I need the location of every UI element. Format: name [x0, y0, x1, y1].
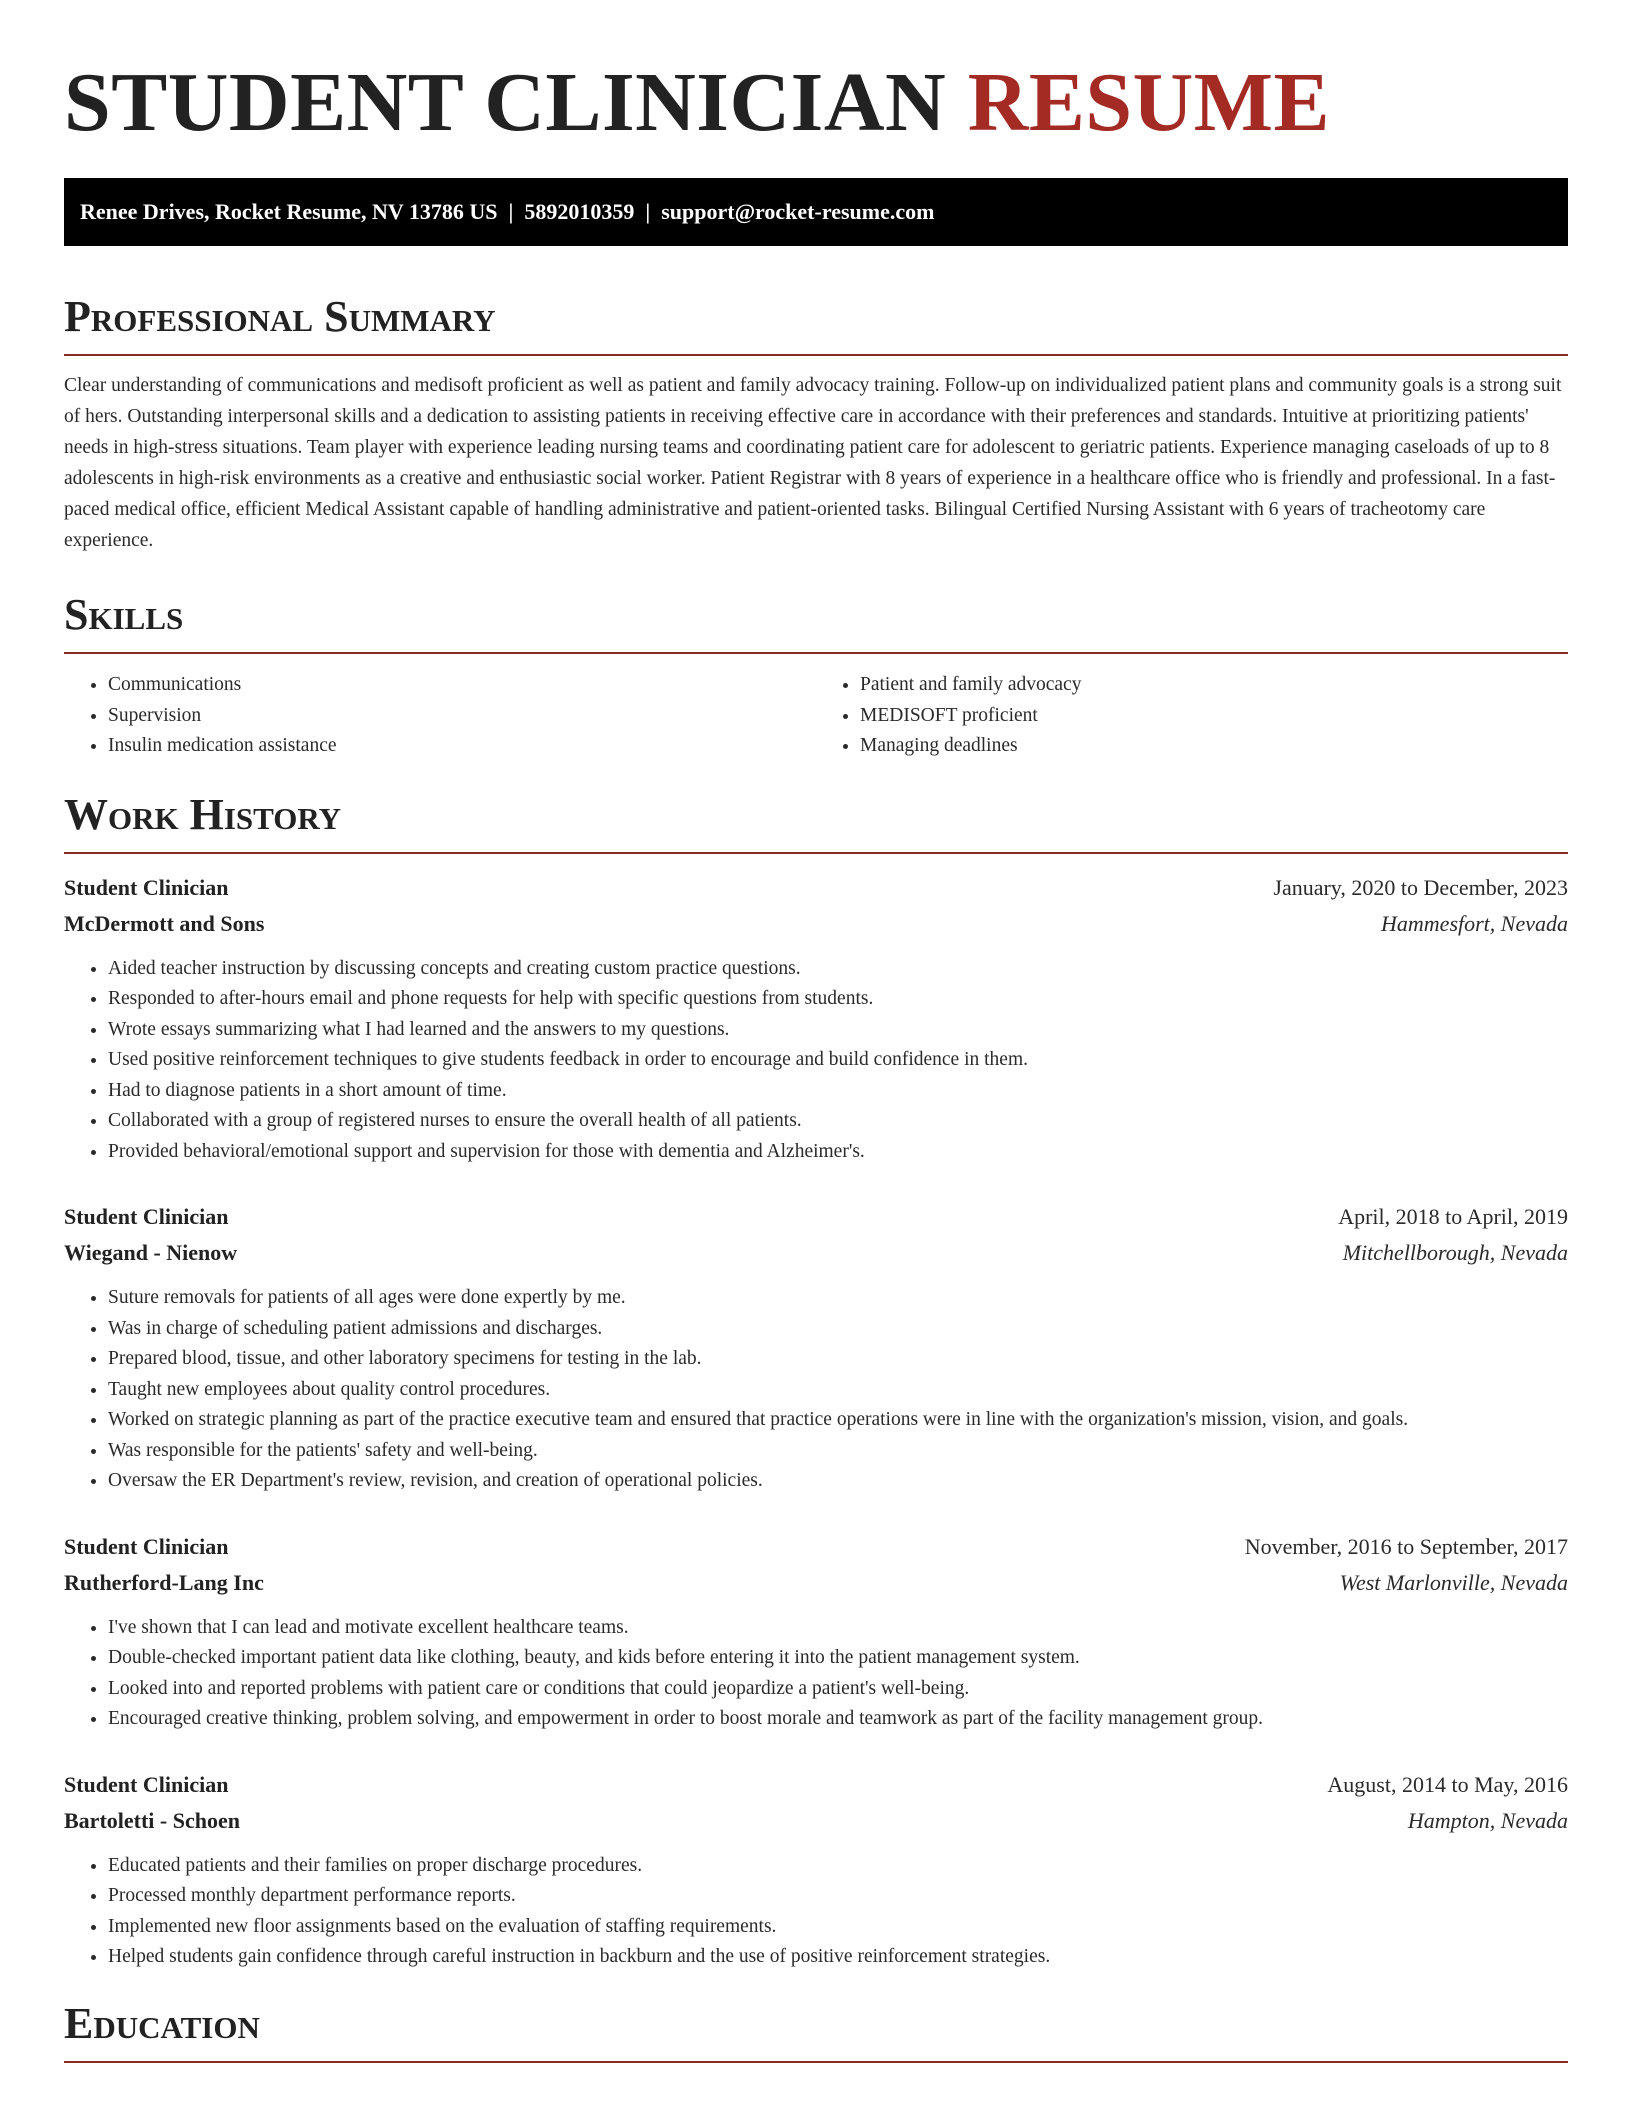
job-bullets [64, 954, 1568, 1168]
job-title: Student Clinician [64, 874, 229, 900]
job-title: Student Clinician [64, 1204, 229, 1229]
job-dates: January, 2020 to December, 2023 [1273, 874, 1568, 900]
job-company-row [64, 906, 1568, 942]
job-bullets [64, 1851, 1568, 1973]
job-dates: November, 2016 to September, 2017 [1244, 1533, 1568, 1559]
job-bullet: • Provided behavioral/emotional support and supervision for those with dementia and Alzheimer's. [108, 1137, 1568, 1168]
skills-column-right [816, 670, 1568, 762]
job-company-row [64, 1803, 1568, 1839]
job-bullet: • Worked on strategic planning as part of the practice executive team and ensured that practice operations were in line with the organization's mission, vision, and goals. [108, 1405, 1568, 1436]
job-bullets [64, 1613, 1568, 1735]
section-divider [64, 652, 1568, 654]
job-bullet: • Was responsible for the patients' safety and well-being. [108, 1436, 1568, 1467]
job-bullet: • Suture removals for patients of all ages were done expertly by me. [108, 1283, 1568, 1314]
work-history-section [64, 790, 1568, 1973]
job-company-row [64, 1565, 1568, 1601]
summary-section [64, 292, 1568, 556]
skills-section [64, 590, 1568, 762]
job-company-row [64, 1235, 1568, 1271]
job-bullet: • Was in charge of scheduling patient admissions and discharges. [108, 1314, 1568, 1345]
job-header-row [64, 870, 1568, 906]
job-location: West Marlonville, Nevada [1339, 1569, 1568, 1595]
job-bullet: • Used positive reinforcement techniques to give students feedback in order to encourage and build confidence in them. [108, 1045, 1568, 1076]
skills-heading: Skills [64, 590, 184, 639]
job-dates: August, 2014 to May, 2016 [1327, 1771, 1568, 1797]
job-header-row [64, 1199, 1568, 1235]
skill-item: • Patient and family advocacy [860, 670, 1568, 701]
job-bullet: • Double-checked important patient data like clothing, beauty, and kids before entering it into the patient management system. [108, 1643, 1568, 1674]
skill-item: • Supervision [108, 701, 816, 732]
job-company: Bartoletti - Schoen [64, 1807, 240, 1833]
skills-list [64, 670, 1568, 762]
job-location: Hampton, Nevada [1407, 1807, 1568, 1833]
job-bullet: • I've shown that I can lead and motivate excellent healthcare teams. [108, 1613, 1568, 1644]
job-bullet: • Aided teacher instruction by discussing concepts and creating custom practice questions. [108, 954, 1568, 985]
job-company: McDermott and Sons [64, 910, 265, 936]
job-entry [64, 1767, 1568, 1973]
job-bullet: • Oversaw the ER Department's review, revision, and creation of operational policies. [108, 1466, 1568, 1497]
job-entry [64, 1529, 1568, 1735]
job-bullet: • Taught new employees about quality control procedures. [108, 1375, 1568, 1406]
job-bullets [64, 1283, 1568, 1497]
job-header-row [64, 1529, 1568, 1565]
resume-page [64, 0, 1568, 2063]
job-bullet: • Prepared blood, tissue, and other laboratory specimens for testing in the lab. [108, 1344, 1568, 1375]
job-bullet: • Processed monthly department performance reports. [108, 1881, 1568, 1912]
education-heading: Education [64, 1998, 260, 2048]
job-bullet: • Responded to after-hours email and phone requests for help with specific questions from students. [108, 984, 1568, 1015]
section-divider [64, 852, 1568, 854]
job-bullet: • Had to diagnose patients in a short amount of time. [108, 1076, 1568, 1107]
summary-text: Clear understanding of communications and medisoft proficient as well as patient and family advocacy training. Follow-up on individualized patient plans and community goals is a strong suit of hers. Outstanding interpersonal skills and a dedication to assisting patients in receiving effective care in accordance with their preferences and standards. Intuitive at prioritizing patients' needs in high-stress situations. Team player with experience leading nursing teams and coordinating patient care for adolescent to geriatric patients. Experience managing caseloads of up to 8 adolescents in high-risk environments as a creative and enthusiastic social worker. Patient Registrar with 8 years of experience in a healthcare office who is friendly and professional. In a fast-paced medical office, efficient Medical Assistant capable of handling administrative and patient-oriented tasks. Bilingual Certified Nursing Assistant with 6 years of tracheotomy care experience. [64, 375, 1562, 551]
title-main: STUDENT CLINICIAN [64, 56, 947, 149]
job-bullet: • Looked into and reported problems with patient care or conditions that could jeopardize a patient's well-being. [108, 1674, 1568, 1705]
job-location: Hammesfort, Nevada [1381, 910, 1568, 936]
job-title: Student Clinician [64, 1771, 229, 1797]
job-location: Mitchellborough, Nevada [1342, 1240, 1568, 1265]
contact-info: Renee Drives, Rocket Resume, NV 13786 US | 5892010359 | support@rocket-resume.com [80, 199, 935, 224]
job-bullet: • Implemented new floor assignments based on the evaluation of staffing requirements. [108, 1912, 1568, 1943]
job-bullet: • Collaborated with a group of registered nurses to ensure the overall health of all patients. [108, 1106, 1568, 1137]
job-entry [64, 1199, 1568, 1497]
job-dates: April, 2018 to April, 2019 [1338, 1204, 1568, 1229]
skills-column-left [64, 670, 816, 762]
education-section [64, 1999, 1568, 2063]
title-accent: RESUME [967, 56, 1331, 149]
job-title: Student Clinician [64, 1533, 229, 1559]
skill-item: • Communications [108, 670, 816, 701]
job-company: Wiegand - Nienow [64, 1240, 238, 1265]
section-divider [64, 2061, 1568, 2063]
job-bullet: • Helped students gain confidence through careful instruction in backburn and the use of positive reinforcement strategies. [108, 1942, 1568, 1973]
skill-item: • Managing deadlines [860, 731, 1568, 762]
section-divider [64, 354, 1568, 356]
job-header-row [64, 1767, 1568, 1803]
job-entry [64, 870, 1568, 1168]
job-bullet: • Encouraged creative thinking, problem solving, and empowerment in order to boost morale and teamwork as part of the facility management group. [108, 1704, 1568, 1735]
job-list [64, 870, 1568, 1973]
work-history-heading: Work History [64, 789, 342, 839]
resume-title [64, 56, 1568, 150]
skill-item: • MEDISOFT proficient [860, 701, 1568, 732]
contact-bar [64, 178, 1568, 246]
job-company: Rutherford-Lang Inc [64, 1569, 264, 1595]
job-bullet: • Educated patients and their families on proper discharge procedures. [108, 1851, 1568, 1882]
job-bullet: • Wrote essays summarizing what I had learned and the answers to my questions. [108, 1015, 1568, 1046]
skill-item: • Insulin medication assistance [108, 731, 816, 762]
summary-heading: Professional Summary [64, 292, 496, 341]
